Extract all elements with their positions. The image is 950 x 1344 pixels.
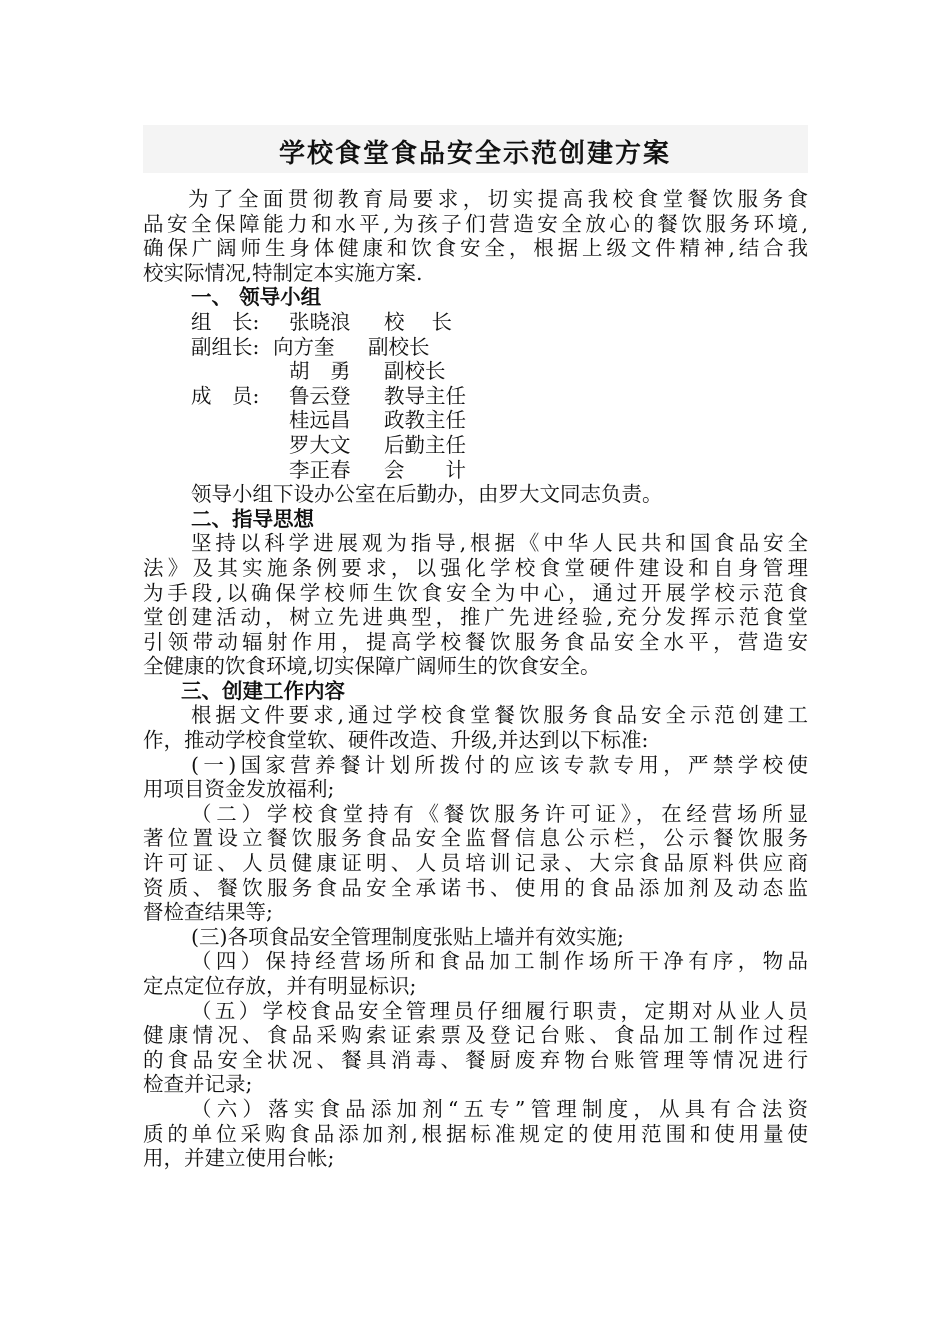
paragraph-line: 为手段,以确保学校师生饮食安全为中心，通过开展学校示范食 [143,580,808,605]
paragraph-line: 根据文件要求,通过学校食堂餐饮服务食品安全示范创建工 [191,703,808,728]
paragraph-line: (一)国家营养餐计划所拨付的应该专款专用，严禁学校使 [191,752,808,777]
member-role: 组 长: [191,309,260,334]
paragraph-line: 健康情况、食品采购索证索票及登记台账、食品加工制作过程 [143,1023,808,1048]
paragraph-line: （二）学校食堂持有《餐饮服务许可证》，在经营场所显 [191,801,808,826]
member-row [143,433,808,458]
paragraph-line: （六）落实食品添加剂“五专”管理制度，从具有合法资 [191,1096,808,1121]
member-title: 后勤主任 [384,432,466,457]
document-title: 学校食堂食品安全示范创建方案 [278,139,671,169]
paragraph-line: 用项目资金发放福利; [143,777,335,802]
paragraph-line: 督检查结果等; [143,900,273,925]
paragraph-line: 用，并建立使用台帐; [143,1146,335,1171]
member-row [143,458,808,483]
member-name: 桂远昌 [289,408,351,433]
member-title: 副校长 [368,334,430,359]
paragraph-line: 堂创建活动，树立先进典型，推广先进经验,充分发挥示范食堂 [143,605,808,630]
member-row [143,335,808,360]
member-row [143,359,808,384]
paragraph-line: 许可证、人员健康证明、人员培训记录、大宗食品原料供应商 [143,851,808,876]
member-title: 教导主任 [384,383,466,408]
member-name: 张晓浪 [289,309,351,334]
intro-line: 校实际情况,特制定本实施方案. [143,260,423,285]
paragraph-line: 作，推动学校食堂软、硬件改造、升级,并达到以下标准: [143,728,649,753]
member-title: 副校长 [384,359,446,384]
member-role: 成 员: [191,383,260,408]
paragraph-line: 引领带动辐射作用，提高学校餐饮服务食品安全水平，营造安 [143,629,808,654]
paragraph-line: 法》及其实施条例要求，以强化学校食堂硬件建设和自身管理 [143,555,808,580]
member-name: 罗大文 [289,432,351,457]
paragraph-line: 的食品安全状况、餐具消毒、餐厨废弃物台账管理等情况进行 [143,1047,808,1072]
member-name: 鲁云登 [289,383,351,408]
member-name: 向方奎 [273,334,335,359]
member-row [143,384,808,409]
member-row [143,310,808,335]
section-heading: 三、创建工作内容 [181,678,345,703]
paragraph-line: （五）学校食品安全管理员仔细履行职责，定期对从业人员 [191,998,808,1023]
paragraph-line: 全健康的饮食环境,切实保障广阔师生的饮食安全。 [143,654,601,679]
member-row [143,408,808,433]
intro-line: 确保广阔师生身体健康和饮食安全，根据上级文件精神,结合我 [143,236,808,261]
intro-line: 品安全保障能力和水平,为孩子们营造安全放心的餐饮服务环境, [143,211,808,236]
intro-line: 为了全面贯彻教育局要求，切实提高我校食堂餐饮服务食 [188,187,808,211]
paragraph-line: (三)各项食品安全管理制度张贴上墙并有效实施; [191,924,624,949]
member-name: 李正春 [289,457,351,482]
member-title: 校 长 [384,309,453,334]
member-role: 副组长: [191,334,260,359]
member-name: 胡 勇 [289,359,351,384]
paragraph-line: 质的单位采购食品添加剂,根据标准规定的使用范围和使用量使 [143,1121,808,1146]
paragraph-line: 资质、餐饮服务食品安全承诺书、使用的食品添加剂及动态监 [143,875,808,900]
paragraph-line: 著位置设立餐饮服务食品安全监督信息公示栏，公示餐饮服务 [143,826,808,851]
paragraph-line: 定点定位存放，并有明显标识; [143,974,417,998]
section-heading: 一、 领导小组 [191,285,322,310]
member-title: 会 计 [384,457,466,482]
paragraph-line: （四）保持经营场所和食品加工制作场所干净有序，物品 [191,949,808,974]
document-body [143,187,808,1171]
member-title: 政教主任 [384,408,466,433]
section-heading: 二、指导思想 [191,506,314,531]
section1-note: 领导小组下设办公室在后勤办，由罗大文同志负责。 [191,482,663,507]
paragraph-line: 检查并记录; [143,1072,253,1097]
paragraph-line: 坚持以科学进展观为指导,根据《中华人民共和国食品安全 [191,531,808,556]
